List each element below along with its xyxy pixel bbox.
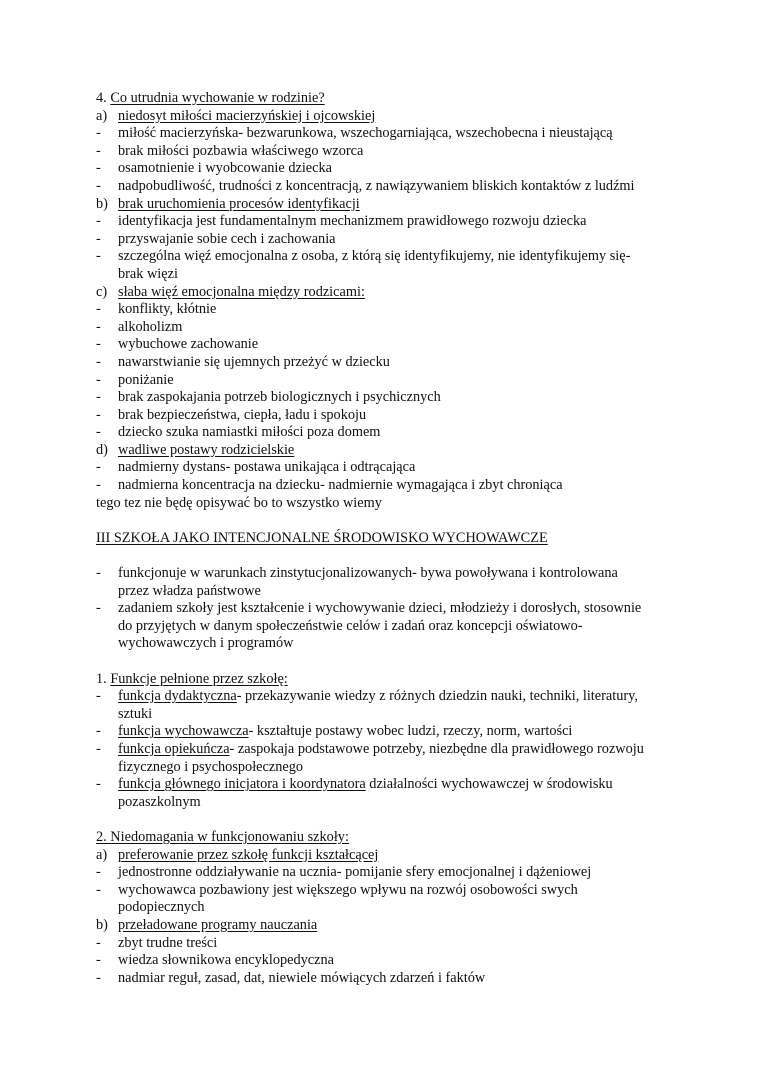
list-item-bullet-line [96,477,696,495]
list-item-bullet-line [96,882,696,900]
list-item-continuation: przez władza państwowe [118,582,261,599]
group-letter-line [96,108,696,126]
list-item-text: poniżanie [118,371,174,388]
section-4-heading [96,90,696,108]
list-item-text: nadmierna koncentracja na dziecku- nadmiernie wymagająca i zbyt chroniąca [118,477,563,494]
group-letter-marker: d) [96,441,108,458]
group-title: niedosyt miłości macierzyńskiej i ojcowskiej [118,107,376,124]
list-item-bullet-marker: - [96,213,101,230]
list-item-continuation: podopiecznych [118,899,205,916]
list-item-bullet-marker: - [96,336,101,353]
section-4-title: Co utrudnia wychowanie w rodzinie? [110,90,325,106]
list-item-text: szczególna więź emocjonalna z osoba, z którą się identyfikujemy, nie identyfikujemy się- [118,248,631,265]
function-text [96,741,696,759]
list-item-bullet-marker: - [96,389,101,406]
list-item-bullet-line [96,319,696,337]
group-title: preferowanie przez szkołę funkcji kształcącej [118,846,379,863]
list-item-bullet-marker: - [96,934,101,951]
list-item-bullet-line [96,160,696,178]
function-bullet-marker: - [96,776,101,793]
function-continuation: sztuki [118,705,153,722]
list-item-bullet-line [96,407,696,425]
section-iii-heading: III SZKOŁA JAKO INTENCJONALNE ŚRODOWISKO WYCHOWAWCZE [96,529,548,546]
section-4-number: 4. [96,90,107,106]
functions-title: Funkcje pełnione przez szkołę: [110,670,288,687]
list-item-bullet-marker: - [96,177,101,194]
list-item-bullet-line [96,459,696,477]
functions-number: 1. [96,670,107,687]
group-letter-line [96,196,696,214]
function-text [96,776,696,794]
list-item-text: wybuchowe zachowanie [118,336,259,353]
list-item-continuation: do przyjętych w danym społeczeństwie celów i zadań oraz koncepcji oświatowo- [118,617,583,634]
list-item-bullet-line [96,389,696,407]
list-item-bullet-line [96,952,696,970]
function-continuation: fizycznego i psychospołecznego [118,758,303,775]
list-item-bullet-line [96,354,696,372]
document-body [96,90,696,987]
list-item-bullet-marker: - [96,353,101,370]
group-letter-line [96,442,696,460]
list-item-text: nadpobudliwość, trudności z koncentracją, z nawiązywaniem bliskich kontaktów z ludźmi [118,177,635,194]
function-bullet-marker: - [96,723,101,740]
list-item-text: przyswajanie sobie cech i zachowania [118,230,336,247]
list-item-text: funkcjonuje w warunkach zinstytucjonalizowanych- bywa powoływana i kontrolowana [118,565,618,582]
list-item-bullet-marker: - [96,406,101,423]
list-item-bullet-marker: - [96,565,101,582]
list-item-bullet-line [96,125,696,143]
list-item-text: nadmiar reguł, zasad, dat, niewiele mówiących zdarzeń i faktów [118,969,486,986]
function-description: - zaspokaja podstawowe potrzeby, niezbędne dla prawidłowego rozwoju [229,740,644,757]
list-item-bullet-line [96,600,696,618]
list-item-text: nawarstwianie się ujemnych przeżyć w dziecku [118,353,390,370]
note-text: tego tez nie będę opisywać bo to wszystko wiemy [96,494,382,511]
list-item-text: wiedza słownikowa encyklopedyczna [118,952,334,969]
group-title: przeładowane programy nauczania [118,916,318,933]
function-bullet-marker: - [96,688,101,705]
list-item-bullet-line [96,231,696,249]
function-item [96,776,696,794]
group-letter-marker: b) [96,916,108,933]
list-item-bullet-marker: - [96,318,101,335]
list-item-text: brak miłości pozbawia właściwego wzorca [118,142,364,159]
list-item-text: identyfikacja jest fundamentalnym mechanizmem prawidłowego rozwoju dziecka [118,213,587,230]
group-letter-marker: a) [96,107,108,124]
list-item-text: alkoholizm [118,318,183,335]
group-title: wadliwe postawy rodzicielskie [118,441,295,458]
list-item-bullet-marker: - [96,881,101,898]
function-term: funkcja wychowawcza [118,723,249,740]
group-title: słaba więź emocjonalna między rodzicami: [118,283,365,300]
list-item-bullet-marker: - [96,160,101,177]
list-item-bullet-marker: - [96,864,101,881]
list-item-bullet-marker: - [96,142,101,159]
function-term: funkcja głównego inicjatora i koordynatora [118,776,366,793]
function-description: działalności wychowawczej w środowisku [365,776,613,793]
blank-line [96,547,696,565]
list-item-bullet-line [96,178,696,196]
list-item-text: brak bezpieczeństwa, ciepła, ładu i spokoju [118,406,367,423]
list-item-text: konflikty, kłótnie [118,301,217,318]
group-letter-line [96,847,696,865]
function-description: - kształtuje postawy wobec ludzi, rzeczy, norm, wartości [248,723,573,740]
group-letter-marker: a) [96,846,108,863]
list-item-bullet-marker: - [96,301,101,318]
list-item-text: nadmierny dystans- postawa unikająca i odtrącająca [118,459,416,476]
list-item-bullet-marker: - [96,371,101,388]
list-item-bullet-line [96,143,696,161]
function-description: - przekazywanie wiedzy z różnych dziedzin nauki, techniki, literatury, [236,688,638,705]
list-item-continuation: brak więzi [118,265,178,282]
function-item [96,741,696,759]
list-item-text: osamotnienie i wyobcowanie dziecka [118,160,332,177]
list-item-bullet-line [96,372,696,390]
list-item-bullet-marker: - [96,125,101,142]
function-text [96,688,696,706]
list-item-bullet-marker: - [96,952,101,969]
list-item-bullet-line [96,970,696,988]
list-item-bullet-marker: - [96,600,101,617]
list-item-bullet-line [96,336,696,354]
list-item-text: brak zaspokajania potrzeb biologicznych i psychicznych [118,389,441,406]
blank-line [96,653,696,671]
function-continuation: pozaszkolnym [118,793,201,810]
list-item-bullet-marker: - [96,230,101,247]
list-item-continuation: wychowawczych i programów [118,635,294,652]
function-bullet-marker: - [96,740,101,757]
list-item-text: dziecko szuka namiastki miłości poza domem [118,424,381,441]
list-item-text: jednostronne oddziaływanie na ucznia- pomijanie sfery emocjonalnej i dążeniowej [118,864,592,881]
list-item-text: zbyt trudne treści [118,934,218,951]
list-item-bullet-marker: - [96,459,101,476]
list-item-text: wychowawca pozbawiony jest większego wpływu na rozwój osobowości swych [118,881,578,898]
list-item-bullet-marker: - [96,248,101,265]
deficits-heading: 2. Niedomagania w funkcjonowaniu szkoły: [96,828,349,845]
group-letter-line [96,284,696,302]
function-item [96,688,696,706]
list-item-bullet-line [96,301,696,319]
list-item-bullet-line [96,864,696,882]
list-item-bullet-line [96,935,696,953]
list-item-bullet-line [96,213,696,231]
list-item-bullet-marker: - [96,969,101,986]
list-item-bullet-line [96,565,696,583]
functions-heading [96,671,696,689]
function-term: funkcja opiekuńcza [118,740,230,757]
list-item-text: miłość macierzyńska- bezwarunkowa, wszechogarniająca, wszechobecna i nieustającą [118,125,613,142]
list-item-bullet-line [96,248,696,266]
blank-line [96,512,696,530]
list-item-text: zadaniem szkoły jest kształcenie i wychowywanie dzieci, młodzieży i dorosłych, stosownie [118,600,642,617]
group-title: brak uruchomienia procesów identyfikacji [118,195,360,212]
list-item-bullet-marker: - [96,424,101,441]
function-term: funkcja dydaktyczna [118,688,237,705]
group-letter-line [96,917,696,935]
group-letter-marker: b) [96,195,108,212]
list-item-bullet-marker: - [96,477,101,494]
blank-line [96,811,696,829]
function-text [96,723,696,741]
list-item-bullet-line [96,424,696,442]
function-item [96,723,696,741]
group-letter-marker: c) [96,283,108,300]
